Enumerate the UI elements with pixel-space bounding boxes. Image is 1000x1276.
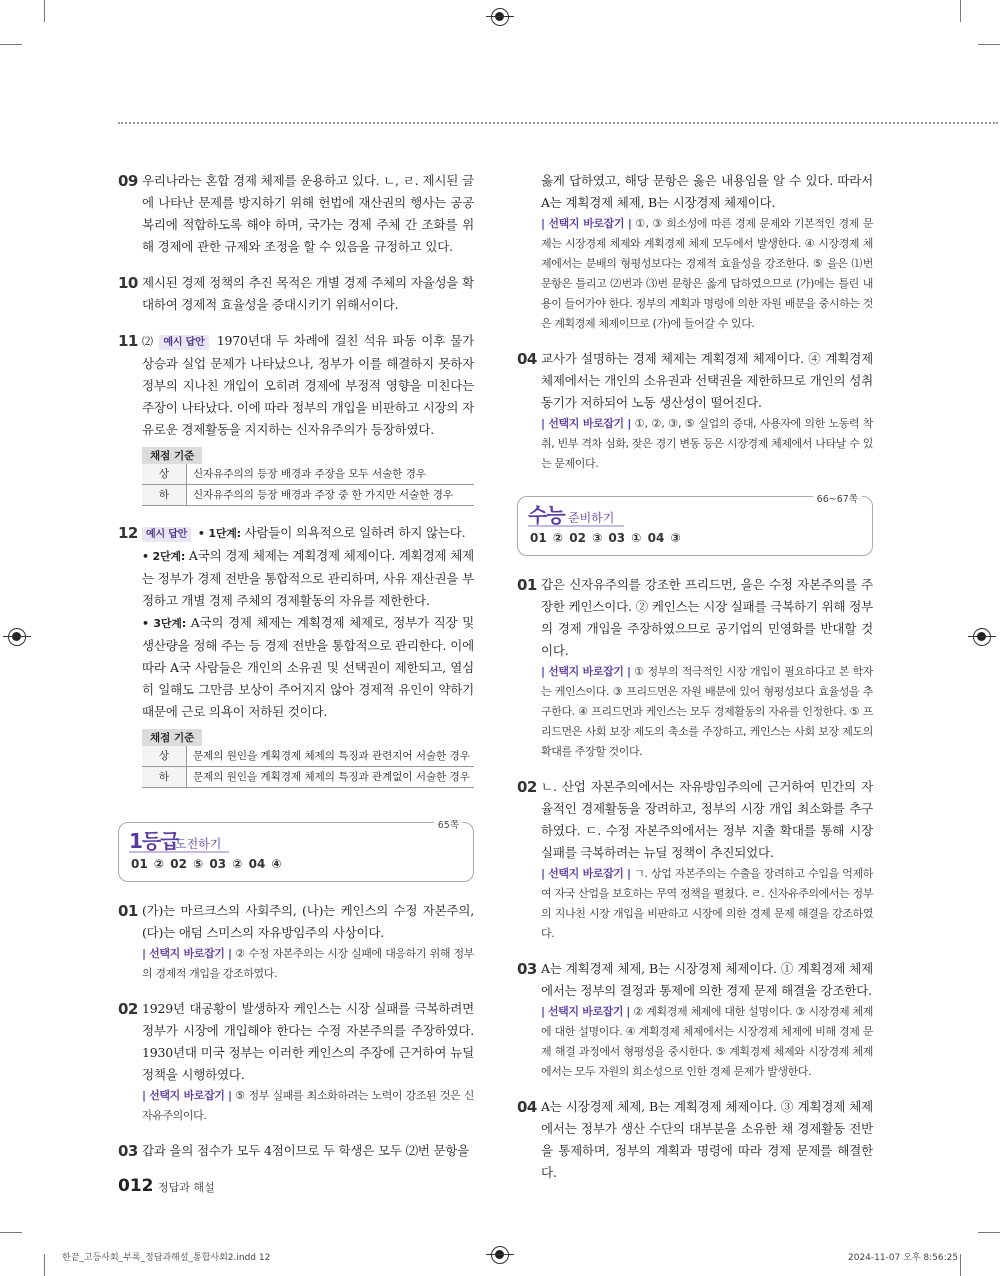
crop-mark-icon [978, 1232, 1000, 1233]
step-text: A국의 경제 체제는 계획경제 체제로, 정부가 직장 및 생산량을 정해 주는 등 경제 전반을 통합적으로 관리한다. 이에 따라 A국 사람들은 개인의 소유권 및 선택권이 제한되고, 열심히 일해도 그만큼 보상이 주어지지 않아 경제적 유인이 약하기 때문에 근로 의욕이 저하된 것이다. [142, 615, 474, 719]
crop-mark-icon [0, 1232, 22, 1233]
question-number: 03 [517, 960, 537, 978]
scoring-criteria-table [142, 729, 474, 788]
choice-correction [142, 1086, 474, 1126]
answer-text: ㄴ. 산업 자본주의에서는 자유방임주의에 근거하여 민간의 자율적인 경제활동을 장려하고, 정부의 시장 개입 최소화를 추구하였다. ㄷ. 수정 자본주의에서는 정부 지출 확대를 통해 시장 실패를 극복하려는 뉴딜 정책이 추진되었다. [541, 779, 873, 860]
print-slug-filename: 한끝_고등사회_부록_정답과해설_통합사회2.indd 12 [62, 1253, 271, 1263]
choice-correction [541, 662, 873, 762]
page-reference: 65쪽 [434, 817, 463, 831]
page-number: 012 [118, 1176, 154, 1196]
answer-03 [517, 958, 873, 1082]
print-slug-timestamp: 2024-11-07 오후 8:56:25 [848, 1253, 959, 1263]
answer-01 [118, 900, 474, 984]
criteria-cell: 문제의 원인을 계획경제 체제의 특징과 관계없이 서술한 경우 [193, 771, 470, 783]
answer-text: 옳게 답하였고, 해당 문항은 옳은 내용임을 알 수 있다. 따라서 A는 계획경제 체제, B는 시장경제 체제이다. [541, 173, 873, 210]
correction-label: 선택지 바로잡기 [548, 867, 624, 880]
question-number: 11 [118, 332, 138, 350]
answer-03-continued [517, 170, 873, 334]
answer-02 [118, 998, 474, 1126]
scoring-criteria-header: 채점 기준 [142, 447, 202, 464]
answer-text: 갑은 신자유주의를 강조한 프리드먼, 을은 수정 자본주의를 주장한 케인스이다. ② 케인스는 시장 실패를 극복하기 위해 정부의 경제 개입을 주장하였으므로 공기업의 민영화를 반대할 것이다. [541, 577, 873, 658]
step-label: • 3단계: [142, 617, 186, 630]
choice-correction [541, 414, 873, 474]
page-reference: 66~67쪽 [813, 491, 862, 505]
answer-text: 갑과 을의 점수가 모두 4점이므로 두 학생은 모두 ⑵번 문항을 [142, 1143, 470, 1158]
bar-mark: | [142, 947, 146, 960]
answer-text: 1970년대 두 차례에 걸친 석유 파동 이후 물가 상승과 실업 문제가 나타났으나, 정부가 이를 해결하지 못하자 정부의 지나친 개입이 오히려 경제에 부정적 영향을 미친다는 주장이 나타났다. 이에 따라 정부의 개입을 비판하고 시장의 자유로운 경제활동을 지지하는 신자유주의가 등장하였다. [142, 333, 474, 437]
choice-correction [541, 1002, 873, 1082]
correction-text: ①, ③ 희소성에 따른 경제 문제와 기본적인 경제 문제는 시장경제 체제와 계획경제 체제 모두에서 발생한다. ④ 시장경제 체제에서는 분배의 형평성보다는 경제적 효율성을 강조한다. ⑤ 을은 ⑴번 문항은 틀리고 ⑵번과 ⑶번 문항은 옳게 답하였으므로 (가)에는 틀린 내용이 들어가야 한다. 정부의 계획과 명령에 의한 자원 배분을 중시하는 것은 계획경제 체제이므로 (가)에 들어갈 수 있다. [541, 217, 873, 330]
section-title: 1등급 [129, 829, 179, 853]
level-cell: 상 [142, 746, 187, 766]
question-number: 09 [118, 172, 138, 190]
bar-mark: | [228, 1089, 232, 1102]
correction-text: ② 계획경제 체제에 대한 설명이다. ③ 시장경제 체제에 대한 설명이다. ④ 계획경제 체제에서는 시장경제 체제에 비해 경제 문제 해결 과정에서 형평성을 중시한다. ⑤ 계획경제 체제와 시장경제 체제에서는 모두 자원의 희소성으로 인한 경제 문제가 발생한다. [541, 1005, 873, 1078]
answer-text: (가)는 마르크스의 사회주의, (나)는 케인스의 수정 자본주의, (다)는 애덤 스미스의 자유방임주의 사상이다. [142, 903, 474, 940]
answer-04 [517, 1096, 873, 1184]
crop-mark-icon [44, 0, 45, 22]
answer-10 [118, 272, 474, 316]
choice-correction [541, 214, 873, 334]
bar-mark: | [627, 417, 632, 430]
criteria-cell: 신자유주의의 등장 배경과 주장을 모두 서술한 경우 [193, 468, 427, 480]
answer-text: 1929년 대공황이 발생하자 케인스는 시장 실패를 극복하려면 정부가 시장에 개입해야 한다는 수정 자본주의를 주장하였다. 1930년대 미국 정부는 이러한 케인스의 주장에 근거하여 뉴딜 정책을 시행하였다. [142, 1001, 474, 1082]
answer-text: A는 계획경제 체제, B는 시장경제 체제이다. ① 계획경제 체제에서는 정부의 결정과 통제에 의한 경제 문제 해결을 강조한다. [541, 961, 873, 998]
footer-label: 정답과 해설 [158, 1181, 215, 1194]
answer-key: 01 ② 02 ③ 03 ① 04 ③ [530, 531, 681, 545]
bar-mark: | [626, 1005, 631, 1018]
bar-mark: | [228, 947, 232, 960]
scoring-criteria-table [142, 447, 474, 506]
crop-mark-icon [960, 0, 961, 22]
table-row [142, 767, 474, 788]
correction-label: 선택지 바로잡기 [547, 1005, 624, 1018]
answer-12 [118, 522, 474, 723]
choice-correction [142, 944, 474, 984]
level-cell: 하 [142, 485, 187, 505]
choice-correction [541, 864, 873, 944]
bar-mark: | [627, 665, 631, 678]
step-label: • 1단계: [197, 527, 241, 540]
right-column [517, 170, 873, 1198]
section-title: 수능 [528, 503, 565, 527]
answer-03 [118, 1140, 474, 1162]
answer-text: 제시된 경제 정책의 추진 목적은 개별 경제 주체의 자율성을 확대하여 경제적 효율성을 증대시키기 위해서이다. [142, 275, 474, 312]
answer-01 [517, 574, 873, 762]
registration-mark-icon [8, 628, 26, 646]
answer-04 [517, 348, 873, 474]
table-row [142, 485, 474, 506]
section-subtitle: 준비하기 [568, 511, 615, 525]
correction-text: ㄱ. 상업 자본주의는 수출을 장려하고 수입을 억제하여 자국 산업을 보호하는 무역 정책을 펼쳤다. ㄹ. 신자유주의에서는 정부의 지나친 시장 개입을 비판하고 시장에 의한 경제 문제 해결을 강조하였다. [541, 867, 873, 940]
answer-text: A는 시장경제 체제, B는 계획경제 체제이다. ③ 계획경제 체제에서는 정부가 생산 수단의 대부분을 소유한 채 경제활동 전반을 통제하며, 정부의 계획과 명령에 따라 경제 문제를 해결한다. [541, 1099, 873, 1180]
criteria-cell: 문제의 원인을 계획경제 체제의 특징과 관련지어 서술한 경우 [193, 750, 470, 762]
criteria-cell: 신자유주의의 등장 배경과 주장 중 한 가지만 서술한 경우 [193, 489, 453, 501]
bar-mark: | [541, 867, 545, 880]
bar-mark: | [541, 665, 545, 678]
question-number: 04 [517, 1098, 537, 1116]
sub-question-label: ⑵ [142, 335, 155, 348]
question-number: 01 [517, 576, 537, 594]
bar-mark: | [541, 417, 545, 430]
correction-label: 선택지 바로잡기 [149, 1089, 225, 1102]
section-subtitle: 도전하기 [175, 837, 222, 851]
question-number: 01 [118, 902, 138, 920]
answer-key: 01 ② 02 ⑤ 03 ② 04 ④ [131, 857, 282, 871]
crop-mark-icon [960, 1254, 961, 1276]
crop-mark-icon [978, 44, 1000, 45]
answer-text: 우리나라는 혼합 경제 체제를 운용하고 있다. ㄴ, ㄹ. 제시된 글에 나타난 문제를 방지하기 위해 헌법에 재산권의 행사는 공공복리에 적합하도록 해야 하며, 국가는 경제 주체 간 조화를 위해 경제에 관한 규제와 조정을 할 수 있음을 규정하고 있다. [142, 173, 474, 254]
bar-mark: | [627, 867, 631, 880]
correction-label: 선택지 바로잡기 [548, 665, 624, 678]
example-answer-tag: 예시 답안 [159, 335, 208, 350]
answer-text: 교사가 설명하는 경제 체제는 계획경제 체제이다. ④ 계획경제 체제에서는 개인의 소유권과 선택권을 제한하므로 개인의 성취동기가 저하되어 노동 생산성이 떨어진다. [541, 351, 873, 410]
level-cell: 상 [142, 464, 187, 484]
registration-mark-icon [491, 1246, 509, 1264]
question-number: 12 [118, 524, 138, 542]
correction-text: ② 수정 자본주의는 시장 실패에 대응하기 위해 정부의 경제적 개입을 강조하였다. [142, 947, 474, 980]
bar-mark: | [627, 217, 632, 230]
table-row [142, 464, 474, 485]
crop-mark-icon [44, 1254, 45, 1276]
section-box-challenge [118, 822, 474, 882]
correction-label: 선택지 바로잡기 [548, 217, 625, 230]
header-dotted-rule [118, 122, 998, 124]
correction-text: ⑤ 정부 실패를 최소화하려는 노력이 강조된 것은 신자유주의이다. [142, 1089, 474, 1122]
correction-label: 선택지 바로잡기 [149, 947, 225, 960]
level-cell: 하 [142, 767, 187, 787]
step-label: • 2단계: [142, 550, 186, 563]
section-box-suneung [517, 496, 873, 556]
correction-label: 선택지 바로잡기 [548, 417, 624, 430]
question-number: 10 [118, 274, 138, 292]
correction-text: ①, ②, ③, ⑤ 실업의 증대, 사용자에 의한 노동력 착취, 빈부 격차 심화, 잦은 경기 변동 등은 시장경제 체제에서 나타날 수 있는 문제이다. [541, 417, 873, 470]
registration-mark-icon [973, 628, 991, 646]
crop-mark-icon [0, 44, 22, 45]
answer-11 [118, 330, 474, 441]
answer-09 [118, 170, 474, 258]
bar-mark: | [541, 217, 545, 230]
question-number: 02 [118, 1000, 138, 1018]
step-text: A국의 경제 체제는 계획경제 체제이다. 계획경제 체제는 정부가 경제 전반을 통합적으로 관리하며, 사유 재산권을 부정하고 개별 경제 주체의 경제활동의 자유를 제한한다. [142, 548, 474, 608]
answer-02 [517, 776, 873, 944]
bar-mark: | [142, 1089, 146, 1102]
table-row [142, 746, 474, 767]
question-number: 02 [517, 778, 537, 796]
example-answer-tag: 예시 답안 [142, 527, 191, 542]
bar-mark: | [541, 1005, 545, 1018]
question-number: 03 [118, 1142, 138, 1160]
registration-mark-icon [491, 8, 509, 26]
scoring-criteria-header: 채점 기준 [142, 729, 202, 746]
left-column [118, 170, 474, 1176]
step-text: 사람들이 의욕적으로 일하려 하지 않는다. [244, 525, 466, 540]
correction-text: ① 정부의 적극적인 시장 개입이 필요하다고 본 학자는 케인스이다. ③ 프리드먼은 자원 배분에 있어 형평성보다 효율성을 추구한다. ④ 프리드먼과 케인스는 모두 경제활동의 자유를 인정한다. ⑤ 프리드먼은 사회 보장 제도의 축소를 주장하고, 케인스는 사회 보장 제도의 확대를 주장할 것이다. [541, 665, 873, 758]
question-number: 04 [517, 350, 537, 368]
